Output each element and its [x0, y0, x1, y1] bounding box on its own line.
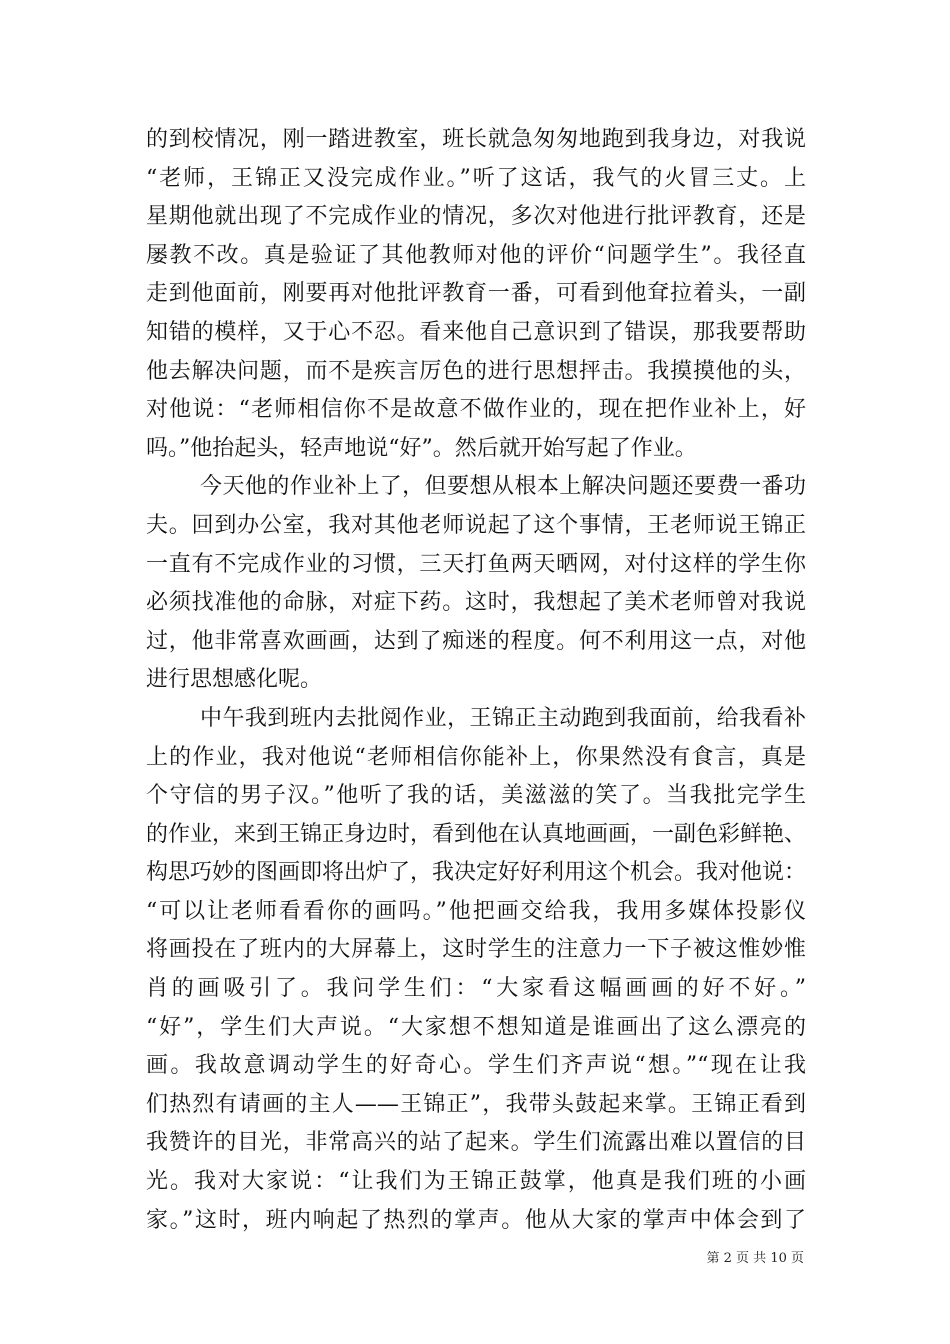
text-line: 个守信的男子汉。”他听了我的话，美滋滋的笑了。当我批完学生 — [146, 783, 806, 809]
text-line: 知错的模样，又于心不忍。看来他自己意识到了错误，那我要帮助 — [146, 319, 806, 345]
text-line: 屡教不改。真是验证了其他教师对他的评价“问题学生”。我径直 — [146, 242, 806, 268]
text-line: 的作业，来到王锦正身边时，看到他在认真地画画，一副色彩鲜艳、 — [146, 821, 807, 847]
text-line: 中午我到班内去批阅作业，王锦正主动跑到我面前，给我看补 — [200, 705, 806, 731]
text-line: 肖的画吸引了。我问学生们：“大家看这幅画画的好不好。” — [146, 976, 806, 1002]
text-line: 走到他面前，刚要再对他批评教育一番，可看到他耷拉着头，一副 — [146, 281, 806, 307]
body-text — [146, 121, 806, 1240]
paragraph — [146, 121, 806, 468]
text-line: 的到校情况，刚一踏进教室，班长就急匆匆地跑到我身边，对我说 — [146, 127, 806, 152]
text-line: 们热烈有请画的主人——王锦正”，我带头鼓起来掌。王锦正看到 — [146, 1091, 806, 1117]
page-number-footer: 第 2 页 共 10 页 — [706, 1251, 804, 1266]
text-line: 对他说：“老师相信你不是故意不做作业的，现在把作业补上，好 — [146, 397, 806, 423]
text-line: 构思巧妙的图画即将出炉了，我决定好好利用这个机会。我对他说： — [146, 860, 807, 886]
text-line: 夫。回到办公室，我对其他老师说起了这个事情，王老师说王锦正 — [146, 512, 806, 538]
text-line: 将画投在了班内的大屏幕上，这时学生的注意力一下子被这惟妙惟 — [146, 937, 806, 963]
paragraph — [146, 700, 806, 1240]
text-line: 一直有不完成作业的习惯，三天打鱼两天晒网，对付这样的学生你 — [146, 551, 806, 577]
text-line: “老师，王锦正又没完成作业。”听了这话，我气的火冒三丈。上 — [146, 165, 806, 191]
text-line: “可以让老师看看你的画吗。”他把画交给我，我用多媒体投影仪 — [146, 898, 806, 924]
text-line: 我赞许的目光，非常高兴的站了起来。学生们流露出难以置信的目 — [146, 1130, 806, 1156]
text-line: 画。我故意调动学生的好奇心。学生们齐声说“想。”“现在让我 — [146, 1053, 806, 1079]
text-line: 光。我对大家说：“让我们为王锦正鼓掌，他真是我们班的小画 — [146, 1169, 806, 1195]
text-line: 过，他非常喜欢画画，达到了痴迷的程度。何不利用这一点，对他 — [146, 628, 806, 654]
text-line: 今天他的作业补上了，但要想从根本上解决问题还要费一番功 — [200, 474, 806, 500]
text-line: 他去解决问题，而不是疾言厉色的进行思想抨击。我摸摸他的头， — [146, 358, 806, 384]
text-line: 必须找准他的命脉，对症下药。这时，我想起了美术老师曾对我说 — [146, 590, 806, 616]
text-line: 吗。”他抬起头，轻声地说“好”。然后就开始写起了作业。 — [146, 435, 697, 461]
paragraph — [146, 468, 806, 700]
text-line: “好”，学生们大声说。“大家想不想知道是谁画出了这么漂亮的 — [146, 1014, 806, 1040]
text-line: 家。”这时，班内响起了热烈的掌声。他从大家的掌声中体会到了 — [146, 1207, 806, 1233]
text-line: 进行思想感化呢。 — [146, 667, 323, 693]
text-line: 上的作业，我对他说“老师相信你能补上，你果然没有食言，真是 — [146, 744, 806, 770]
text-line: 星期他就出现了不完成作业的情况，多次对他进行批评教育，还是 — [146, 204, 806, 230]
